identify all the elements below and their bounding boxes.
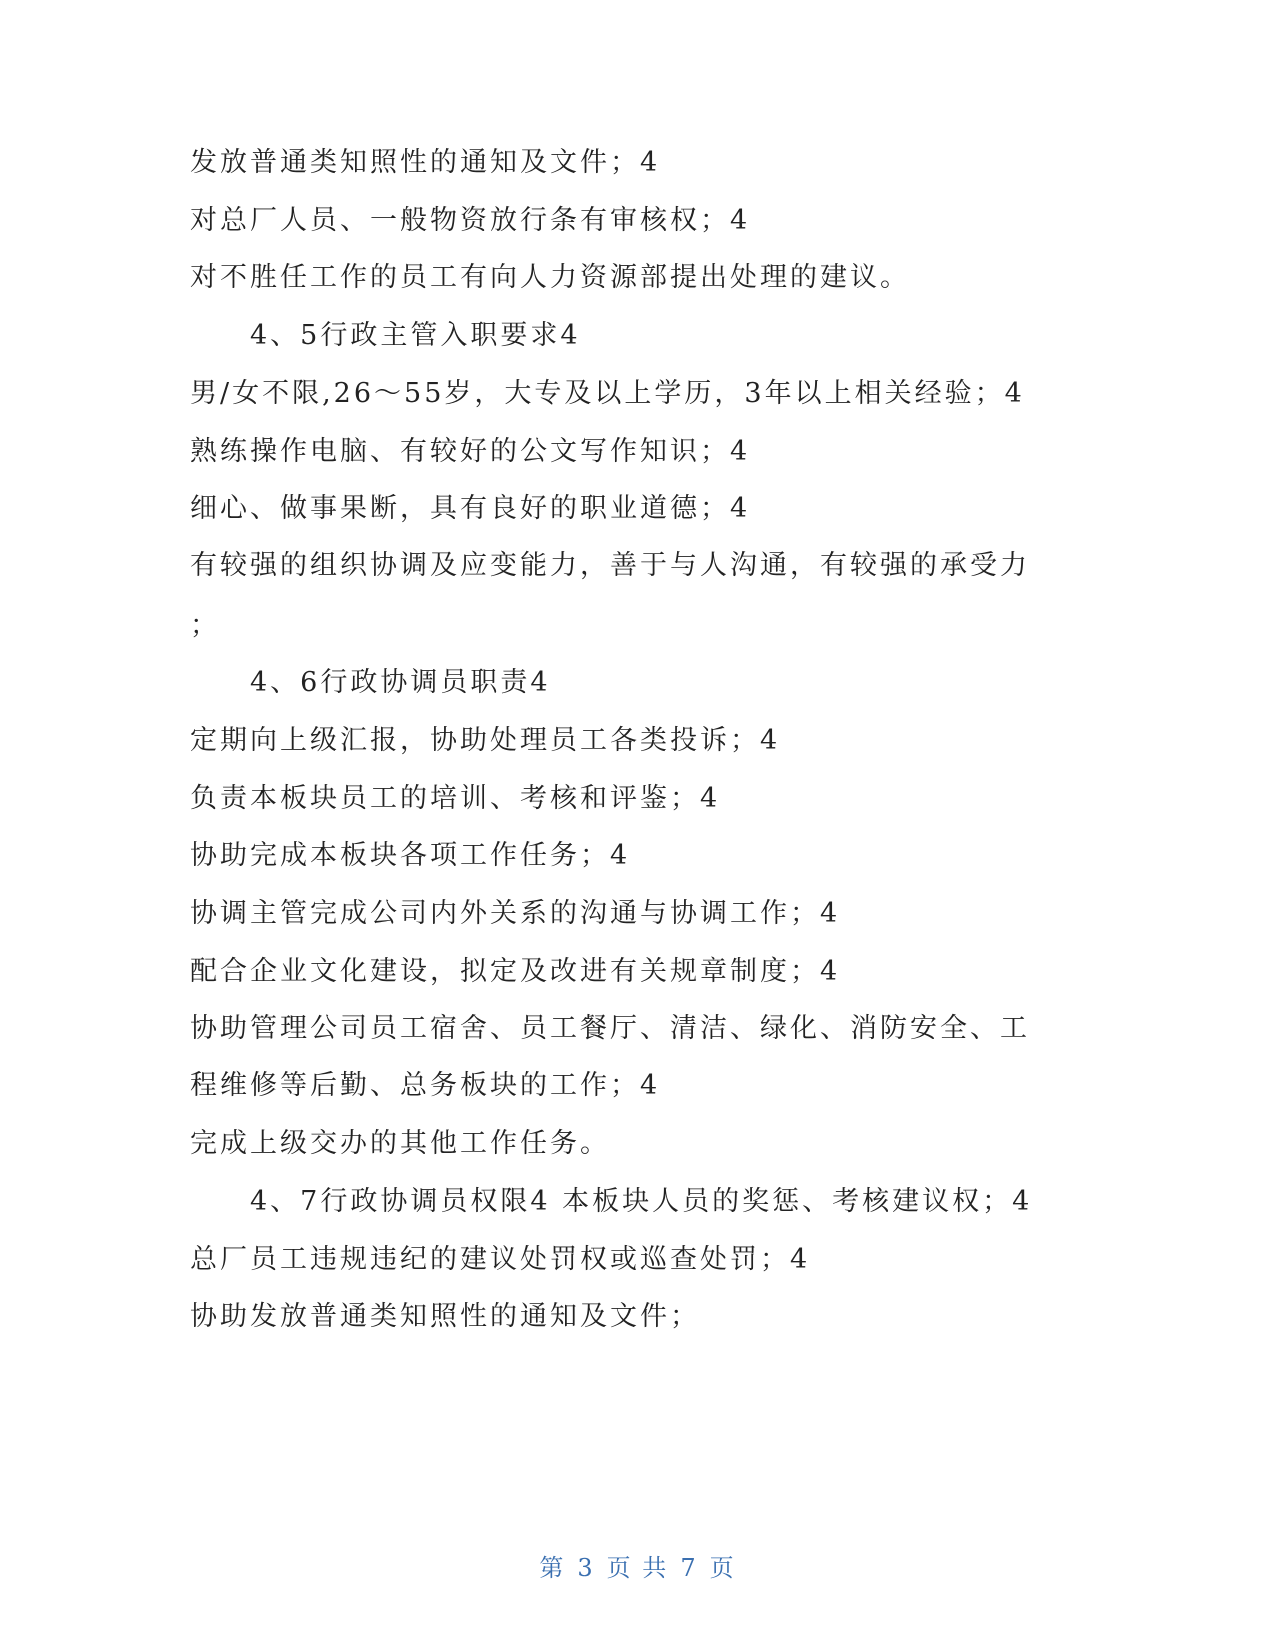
- footer-middle: 页 共: [606, 1554, 669, 1582]
- text-line: 定期向上级汇报，协助处理员工各类投诉；4: [190, 725, 781, 756]
- text-line: ；: [190, 610, 220, 641]
- text-line: 对总厂人员、一般物资放行条有审核权；4: [190, 205, 751, 236]
- text-line: 协助完成本板块各项工作任务；4: [190, 840, 631, 871]
- page-footer: [0, 1548, 1275, 1583]
- text-line: 对不胜任工作的员工有向人力资源部提出处理的建议。: [190, 262, 910, 293]
- text-line: 发放普通类知照性的通知及文件；4: [190, 147, 661, 178]
- text-line: 细心、做事果断，具有良好的职业道德；4: [190, 493, 751, 524]
- text-line: 协调主管完成公司内外关系的沟通与协调工作；4: [190, 898, 841, 929]
- text-line: 有较强的组织协调及应变能力，善于与人沟通，有较强的承受力: [190, 550, 1030, 581]
- text-line: 总厂员工违规违纪的建议处罚权或巡查处罚；4: [190, 1244, 811, 1275]
- text-line: 完成上级交办的其他工作任务。: [190, 1128, 610, 1159]
- section-heading: 4、6行政协调员职责4: [250, 667, 551, 698]
- text-line: 协助发放普通类知照性的通知及文件；: [190, 1301, 700, 1332]
- text-line: 负责本板块员工的培训、考核和评鉴；4: [190, 783, 721, 814]
- text-line: 配合企业文化建设，拟定及改进有关规章制度；4: [190, 956, 841, 987]
- section-heading: 4、7行政协调员权限4 本板块人员的奖惩、考核建议权；4: [250, 1186, 1033, 1217]
- footer-suffix: 页: [709, 1554, 736, 1582]
- text-line: 协助管理公司员工宿舍、员工餐厅、清洁、绿化、消防安全、工: [190, 1013, 1030, 1044]
- footer-prefix: 第: [539, 1554, 566, 1582]
- section-heading: 4、5行政主管入职要求4: [250, 320, 581, 351]
- footer-page-number: 3: [577, 1554, 595, 1582]
- text-line: 程维修等后勤、总务板块的工作；4: [190, 1070, 661, 1101]
- text-line: 男/女不限,26～55岁，大专及以上学历，3年以上相关经验；4: [190, 378, 1025, 409]
- footer-total-pages: 7: [680, 1554, 698, 1582]
- text-line: 熟练操作电脑、有较好的公文写作知识；4: [190, 436, 751, 467]
